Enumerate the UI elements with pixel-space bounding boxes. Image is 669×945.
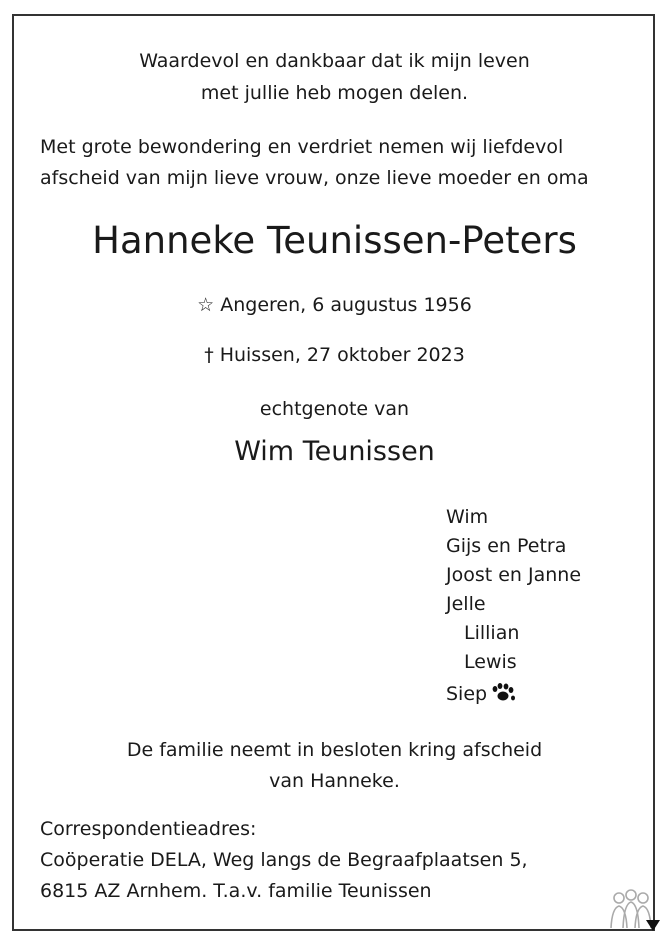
family-member: Jelle: [446, 593, 486, 615]
triangle-down-icon: [646, 920, 660, 931]
birth-text: Angeren, 6 augustus 1956: [220, 294, 472, 316]
closing-line-2: van Hanneke.: [269, 770, 400, 792]
opening-line-2: met jullie heb mogen delen.: [200, 82, 469, 104]
spouse-relation: echtgenote van: [259, 398, 410, 420]
death-text: Huissen, 27 oktober 2023: [219, 344, 465, 366]
correspondence-line-1: Coöperatie DELA, Weg langs de Begraafplaatsen 5,: [40, 849, 528, 871]
birth-line: [0, 294, 669, 316]
star-icon: ☆: [197, 294, 215, 316]
pet-name: Siep: [446, 683, 488, 705]
opening-line-1: Waardevol en dankbaar dat ik mijn leven: [139, 50, 530, 72]
family-member: Gijs en Petra: [446, 535, 567, 557]
correspondence-label: Correspondentieadres:: [40, 818, 257, 840]
grandchild: Lillian: [464, 622, 520, 644]
deceased-name: Hanneke Teunissen-Peters: [92, 219, 577, 262]
grandchild: Lewis: [464, 651, 517, 673]
family-member: Wim: [446, 506, 489, 528]
intro-line-1: Met grote bewondering en verdriet nemen wij liefdevol: [40, 136, 564, 158]
closing-line-1: De familie neemt in besloten kring afscheid: [126, 739, 543, 761]
pet-line: [446, 683, 517, 705]
intro-line-2: afscheid van mijn lieve vrouw, onze lieve moeder en oma: [40, 167, 589, 189]
correspondence-line-2: 6815 AZ Arnhem. T.a.v. familie Teunissen: [40, 880, 432, 902]
paw-print-icon: [491, 683, 517, 703]
spouse-name: Wim Teunissen: [234, 436, 435, 467]
death-line: [0, 344, 669, 366]
cross-icon: †: [204, 344, 214, 366]
family-member: Joost en Janne: [446, 564, 582, 586]
